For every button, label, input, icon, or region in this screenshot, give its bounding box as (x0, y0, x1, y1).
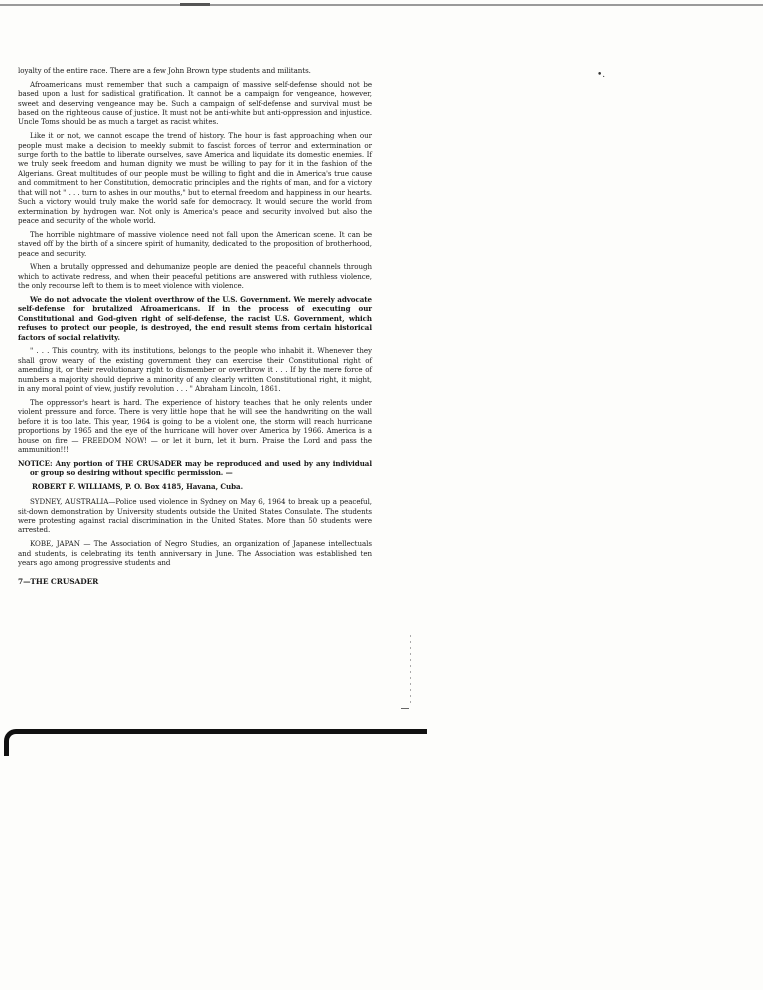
news-item: SYDNEY, AUSTRALIA—Police used violence in Sydney on May 6, 1964 to break up a peaceful, sit-down demonstration by University students outside the United States Consulate. The students were protesting against racial discrimination in the United States. More than 50 students were arrested. (18, 497, 372, 535)
paragraph: We do not advocate the violent overthrow of the U.S. Government. We merely advocate self-defense for brutalized Afroamericans. If in the process of executing our Constitutional and God-given right of self-defense, the racist U.S. Government, which refuses to protect our people, is destroyed, the end result stems from certain historical factors of social relativity. (18, 294, 372, 342)
page-edge-dashes (410, 635, 411, 705)
reproduction-notice: NOTICE: Any portion of THE CRUSADER may be reproduced and used by any individual or group so desiring without specific permission. — (18, 458, 372, 478)
margin-speck: •. (597, 70, 606, 80)
paragraph: loyalty of the entire race. There are a few John Brown type students and militants. (18, 66, 311, 75)
page-column (18, 66, 372, 587)
news-item: KOBE, JAPAN — The Association of Negro Studies, an organization of Japanese intellectuals and students, is celebrating its tenth anniversary in June. The Association was established ten years ago among progressive students and (18, 539, 372, 567)
top-border-mark (180, 3, 210, 6)
top-border-rule (0, 4, 763, 6)
paragraph: When a brutally oppressed and dehumanize people are denied the peaceful channels through which to activate redress, and when their peaceful petitions are answered with ruthless violence, the only recourse left to them is to meet violence with violence. (18, 262, 372, 291)
paragraph: Afroamericans must remember that such a campaign of massive self-defense should not be based upon a lust for sadistical gratification. It cannot be a campaign for vengeance, however, sweet and deserving vengeance may be. Such a campaign of self-defense and survival must be based on the righteous cause of justice. It must not be anti-white but anti-oppression and injustice. Uncle Toms should be as much a target as racist whites. (18, 79, 372, 127)
paragraph: The oppressor's heart is hard. The experience of history teaches that he only relents under violent pressure and force. There is very little hope that he will see the handwriting on the wall before it is too late. This year, 1964 is going to be a violent one, the storm will reach hurricane proportions by 1965 and the eye of the hurricane will hover over America by 1966. America is a house on fire — FREEDOM NOW! — or let it burn, let it burn. Praise the Lord and pass the ammunition!!! (18, 397, 372, 455)
page-folio: 7—THE CRUSADER (18, 577, 99, 587)
bottom-frame-corner (4, 729, 427, 756)
signature-line: ROBERT F. WILLIAMS, P. O. Box 4185, Havana, Cuba. (32, 481, 244, 491)
quote-paragraph: " . . . This country, with its institutions, belongs to the people who inhabit it. Whenever they shall grow weary of the existing government they can exercise their Constitutional right of amending it, or their revolutionary right to dismember or overthrow it . . . If by the mere force of numbers a majority should deprive a minority of any clearly written Constitutional right, it might, in any moral point of view, justify revolution . . . " Abraham Lincoln, 1861. (18, 346, 372, 394)
paragraph: Like it or not, we cannot escape the trend of history. The hour is fast approaching when our people must make a decision to meekly submit to fascist forces of terror and extermination or surge forth to the battle to liberate ourselves, save America and liquidate its domestic enemies. If we truly seek freedom and human dignity we must be willing to pay for it in the fashion of the Algerians. Great multitudes of our people must be willing to fight and die in America's true cause and commitment to her Constitution, democratic principles and the rights of man, and for a victory that will not " . . . turn to ashes in our mouths," but to eternal freedom and happiness in our hearts. Such a victory would truly make the world safe for democracy. It would secure the world from extermination by hydrogen war. Not only is America's peace and security involved but also the peace and security of the whole world. (18, 131, 372, 226)
paragraph: The horrible nightmare of massive violence need not fall upon the American scene. It can be staved off by the birth of a sincere spirit of humanity, dedicated to the proposition of brotherhood, peace and security. (18, 229, 372, 258)
page-edge-mark (401, 708, 409, 709)
